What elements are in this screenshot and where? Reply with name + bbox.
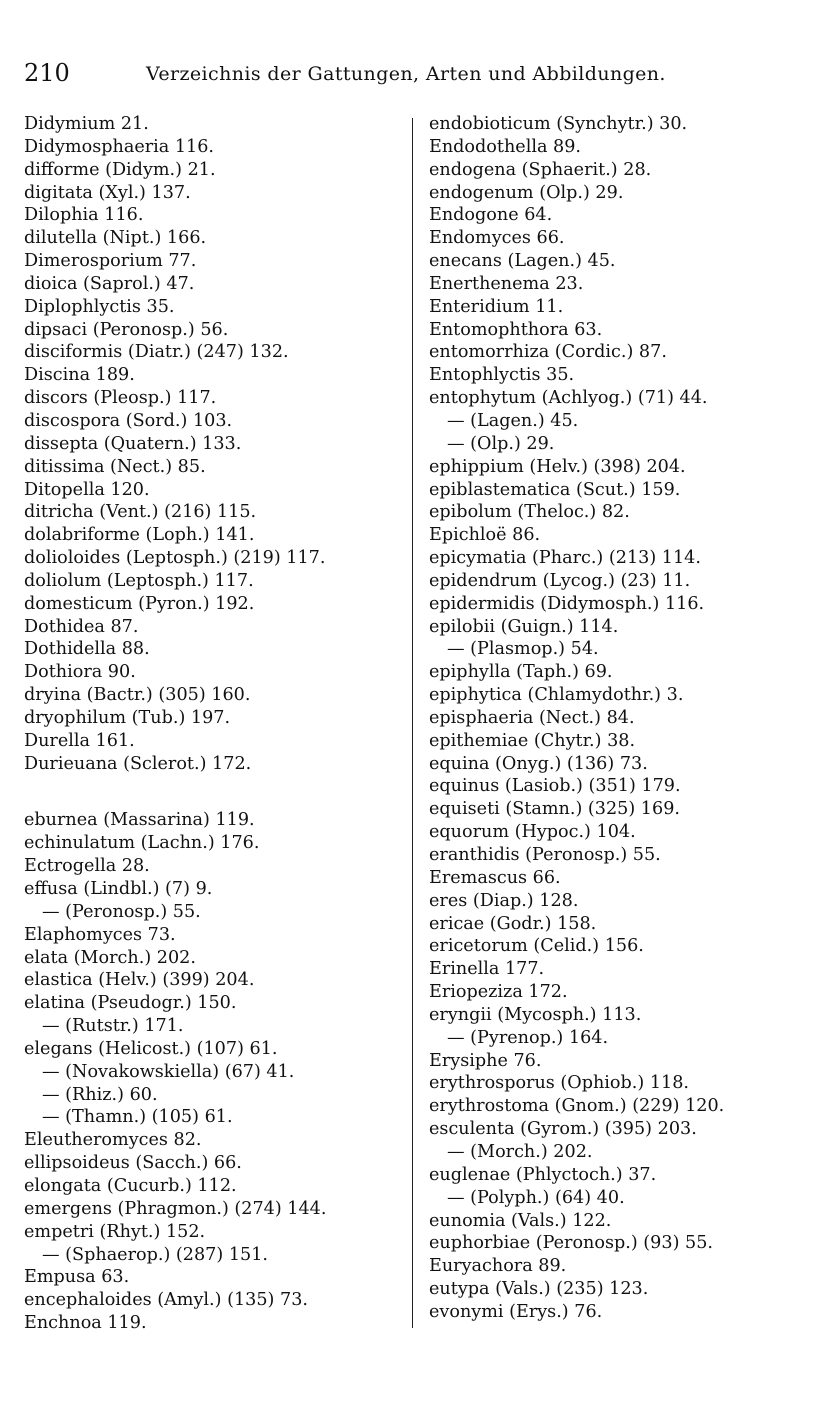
index-entry: equina (Onyg.) (136) 73. xyxy=(429,753,648,774)
index-entry: endobioticum (Synchytr.) 30. xyxy=(429,114,688,134)
index-entry: evonymi (Erys.) 76. xyxy=(429,1301,603,1322)
index-entry: Endodothella 89. xyxy=(429,136,582,157)
column-divider xyxy=(412,118,413,1328)
index-entry: elongata (Cucurb.) 112. xyxy=(24,1175,237,1196)
index-column-left xyxy=(24,113,409,1335)
index-entry: Dothidea 87. xyxy=(24,616,139,637)
index-entry: Endomyces 66. xyxy=(429,228,565,249)
index-entry: ericetorum (Celid.) 156. xyxy=(429,936,644,957)
index-entry: domesticum (Pyron.) 192. xyxy=(24,593,255,614)
index-entry: doliolum (Leptosph.) 117. xyxy=(24,570,254,591)
index-entry: elegans (Helicost.) (107) 61. xyxy=(24,1038,278,1059)
index-entry: — (Olp.) 29. xyxy=(447,433,555,454)
index-entry: entophytum (Achlyog.) (71) 44. xyxy=(429,388,708,409)
index-entry: dryophilum (Tub.) 197. xyxy=(24,707,231,728)
index-entry: epidendrum (Lycog.) (23) 11. xyxy=(429,570,691,591)
index-entry: eburnea (Massarina) 119. xyxy=(24,810,255,831)
index-entry: Erinella 177. xyxy=(429,959,545,980)
index-entry: epiphytica (Chlamydothr.) 3. xyxy=(429,685,684,706)
index-entry: epilobii (Guign.) 114. xyxy=(429,616,619,637)
index-entry: Didymosphaeria 116. xyxy=(24,136,215,157)
index-entry: effusa (Lindbl.) (7) 9. xyxy=(24,879,213,899)
index-entry: dolabriforme (Loph.) 141. xyxy=(24,525,255,546)
index-entry: dryina (Bactr.) (305) 160. xyxy=(24,685,251,706)
index-entry: Enchnoa 119. xyxy=(24,1313,147,1334)
index-entry: difforme (Didym.) 21. xyxy=(24,159,216,180)
index-entry: — (Thamn.) (105) 61. xyxy=(42,1107,233,1128)
index-entry: Elaphomyces 73. xyxy=(24,924,176,945)
index-gap xyxy=(24,775,409,809)
page-number: 210 xyxy=(24,59,70,87)
index-entry: — (Plasmop.) 54. xyxy=(447,639,599,660)
index-entry: epicymatia (Pharc.) (213) 114. xyxy=(429,548,701,569)
index-entry: Didymium 21. xyxy=(24,114,149,134)
index-entry: Endogone 64. xyxy=(429,205,553,226)
index-entry: ditricha (Vent.) (216) 115. xyxy=(24,502,257,523)
index-entry: eranthidis (Peronosp.) 55. xyxy=(429,845,661,865)
index-entry: euglenae (Phlyctoch.) 37. xyxy=(429,1164,657,1185)
page-header xyxy=(24,58,804,92)
index-entry: Ectrogella 28. xyxy=(24,856,150,877)
running-title: Verzeichnis der Gattungen, Arten und Abbildungen. xyxy=(146,63,666,85)
index-entry: — (Novakowskiella) (67) 41. xyxy=(42,1061,295,1082)
index-column-right xyxy=(429,113,809,1324)
index-entry: endogenum (Olp.) 29. xyxy=(429,182,624,203)
index-entry: — (Morch.) 202. xyxy=(447,1141,593,1162)
index-entry: dipsaci (Peronosp.) 56. xyxy=(24,319,229,340)
index-entry: — (Sphaerop.) (287) 151. xyxy=(42,1244,268,1265)
index-entry: Epichloë 86. xyxy=(429,525,541,546)
index-entry: erythrostoma (Gnom.) (229) 120. xyxy=(429,1096,725,1117)
index-entry: euphorbiae (Peronosp.) (93) 55. xyxy=(429,1233,713,1254)
index-entry: discors (Pleosp.) 117. xyxy=(24,388,217,409)
index-entry: dioica (Saprol.) 47. xyxy=(24,273,195,294)
index-entry: eres (Diap.) 128. xyxy=(429,890,579,911)
index-entry: Euryachora 89. xyxy=(429,1256,567,1277)
index-entry: Erysiphe 76. xyxy=(429,1050,542,1071)
index-entry: Durieuana (Sclerot.) 172. xyxy=(24,753,252,774)
index-entry: esculenta (Gyrom.) (395) 203. xyxy=(429,1119,697,1140)
index-entry: — (Pyrenop.) 164. xyxy=(447,1027,609,1048)
index-entry: digitata (Xyl.) 137. xyxy=(24,182,191,203)
index-entry: — (Lagen.) 45. xyxy=(447,410,579,431)
index-entry: episphaeria (Nect.) 84. xyxy=(429,707,635,728)
index-entry: elatina (Pseudogr.) 150. xyxy=(24,993,237,1014)
index-entry: Durella 161. xyxy=(24,730,135,751)
index-entry: ditissima (Nect.) 85. xyxy=(24,456,206,477)
index-entry: — (Peronosp.) 55. xyxy=(42,901,201,922)
index-entry: Ditopella 120. xyxy=(24,479,150,500)
index-entry: epiblastematica (Scut.) 159. xyxy=(429,479,681,500)
index-entry: epidermidis (Didymosph.) 116. xyxy=(429,593,705,614)
index-entry: elastica (Helv.) (399) 204. xyxy=(24,970,255,991)
index-entry: entomorrhiza (Cordic.) 87. xyxy=(429,342,667,363)
index-entry: equiseti (Stamn.) (325) 169. xyxy=(429,799,680,820)
index-entry: — (Polyph.) (64) 40. xyxy=(447,1187,625,1208)
index-entry: Dothidella 88. xyxy=(24,639,150,660)
index-entry: equinus (Lasiob.) (351) 179. xyxy=(429,776,681,797)
index-entry: erythrosporus (Ophiob.) 118. xyxy=(429,1073,689,1094)
index-entry: Dimerosporium 77. xyxy=(24,251,197,272)
index-entry: encephaloides (Amyl.) (135) 73. xyxy=(24,1290,308,1311)
index-entry: Enteridium 11. xyxy=(429,296,564,317)
index-entry: Discina 189. xyxy=(24,365,135,386)
index-entry: eunomia (Vals.) 122. xyxy=(429,1210,612,1231)
index-entry: Eleutheromyces 82. xyxy=(24,1130,202,1151)
index-entry: — (Rutstr.) 171. xyxy=(42,1016,184,1037)
index-entry: discospora (Sord.) 103. xyxy=(24,410,233,431)
index-entry: elata (Morch.) 202. xyxy=(24,947,196,968)
index-entry: Dothiora 90. xyxy=(24,662,136,683)
index-entry: emergens (Phragmon.) (274) 144. xyxy=(24,1198,327,1219)
index-entry: equorum (Hypoc.) 104. xyxy=(429,822,636,843)
index-entry: dissepta (Quatern.) 133. xyxy=(24,433,242,454)
index-entry: dilutella (Nipt.) 166. xyxy=(24,228,207,249)
index-entry: ericae (Godr.) 158. xyxy=(429,913,597,934)
index-entry: Eremascus 66. xyxy=(429,867,561,888)
index-entry: ephippium (Helv.) (398) 204. xyxy=(429,456,686,477)
index-entry: Eriopeziza 172. xyxy=(429,982,568,1003)
index-entry: epibolum (Theloc.) 82. xyxy=(429,502,630,523)
index-entry: Entomophthora 63. xyxy=(429,319,603,340)
index-entry: empetri (Rhyt.) 152. xyxy=(24,1221,206,1242)
index-entry: Empusa 63. xyxy=(24,1267,130,1288)
index-entry: Diplophlyctis 35. xyxy=(24,296,175,317)
index-entry: epithemiae (Chytr.) 38. xyxy=(429,730,636,751)
index-entry: Entophlyctis 35. xyxy=(429,365,575,386)
index-entry: epiphylla (Taph.) 69. xyxy=(429,662,613,683)
index-entry: echinulatum (Lachn.) 176. xyxy=(24,833,260,854)
index-entry: eutypa (Vals.) (235) 123. xyxy=(429,1279,649,1300)
index-entry: Enerthenema 23. xyxy=(429,273,584,294)
index-entry: dolioloides (Leptosph.) (219) 117. xyxy=(24,548,326,569)
index-entry: Dilophia 116. xyxy=(24,205,144,226)
index-entry: disciformis (Diatr.) (247) 132. xyxy=(24,342,289,363)
index-entry: enecans (Lagen.) 45. xyxy=(429,251,616,272)
index-entry: endogena (Sphaerit.) 28. xyxy=(429,159,652,180)
index-entry: eryngii (Mycosph.) 113. xyxy=(429,1004,642,1025)
index-entry: ellipsoideus (Sacch.) 66. xyxy=(24,1153,242,1174)
index-entry: — (Rhiz.) 60. xyxy=(42,1084,158,1105)
